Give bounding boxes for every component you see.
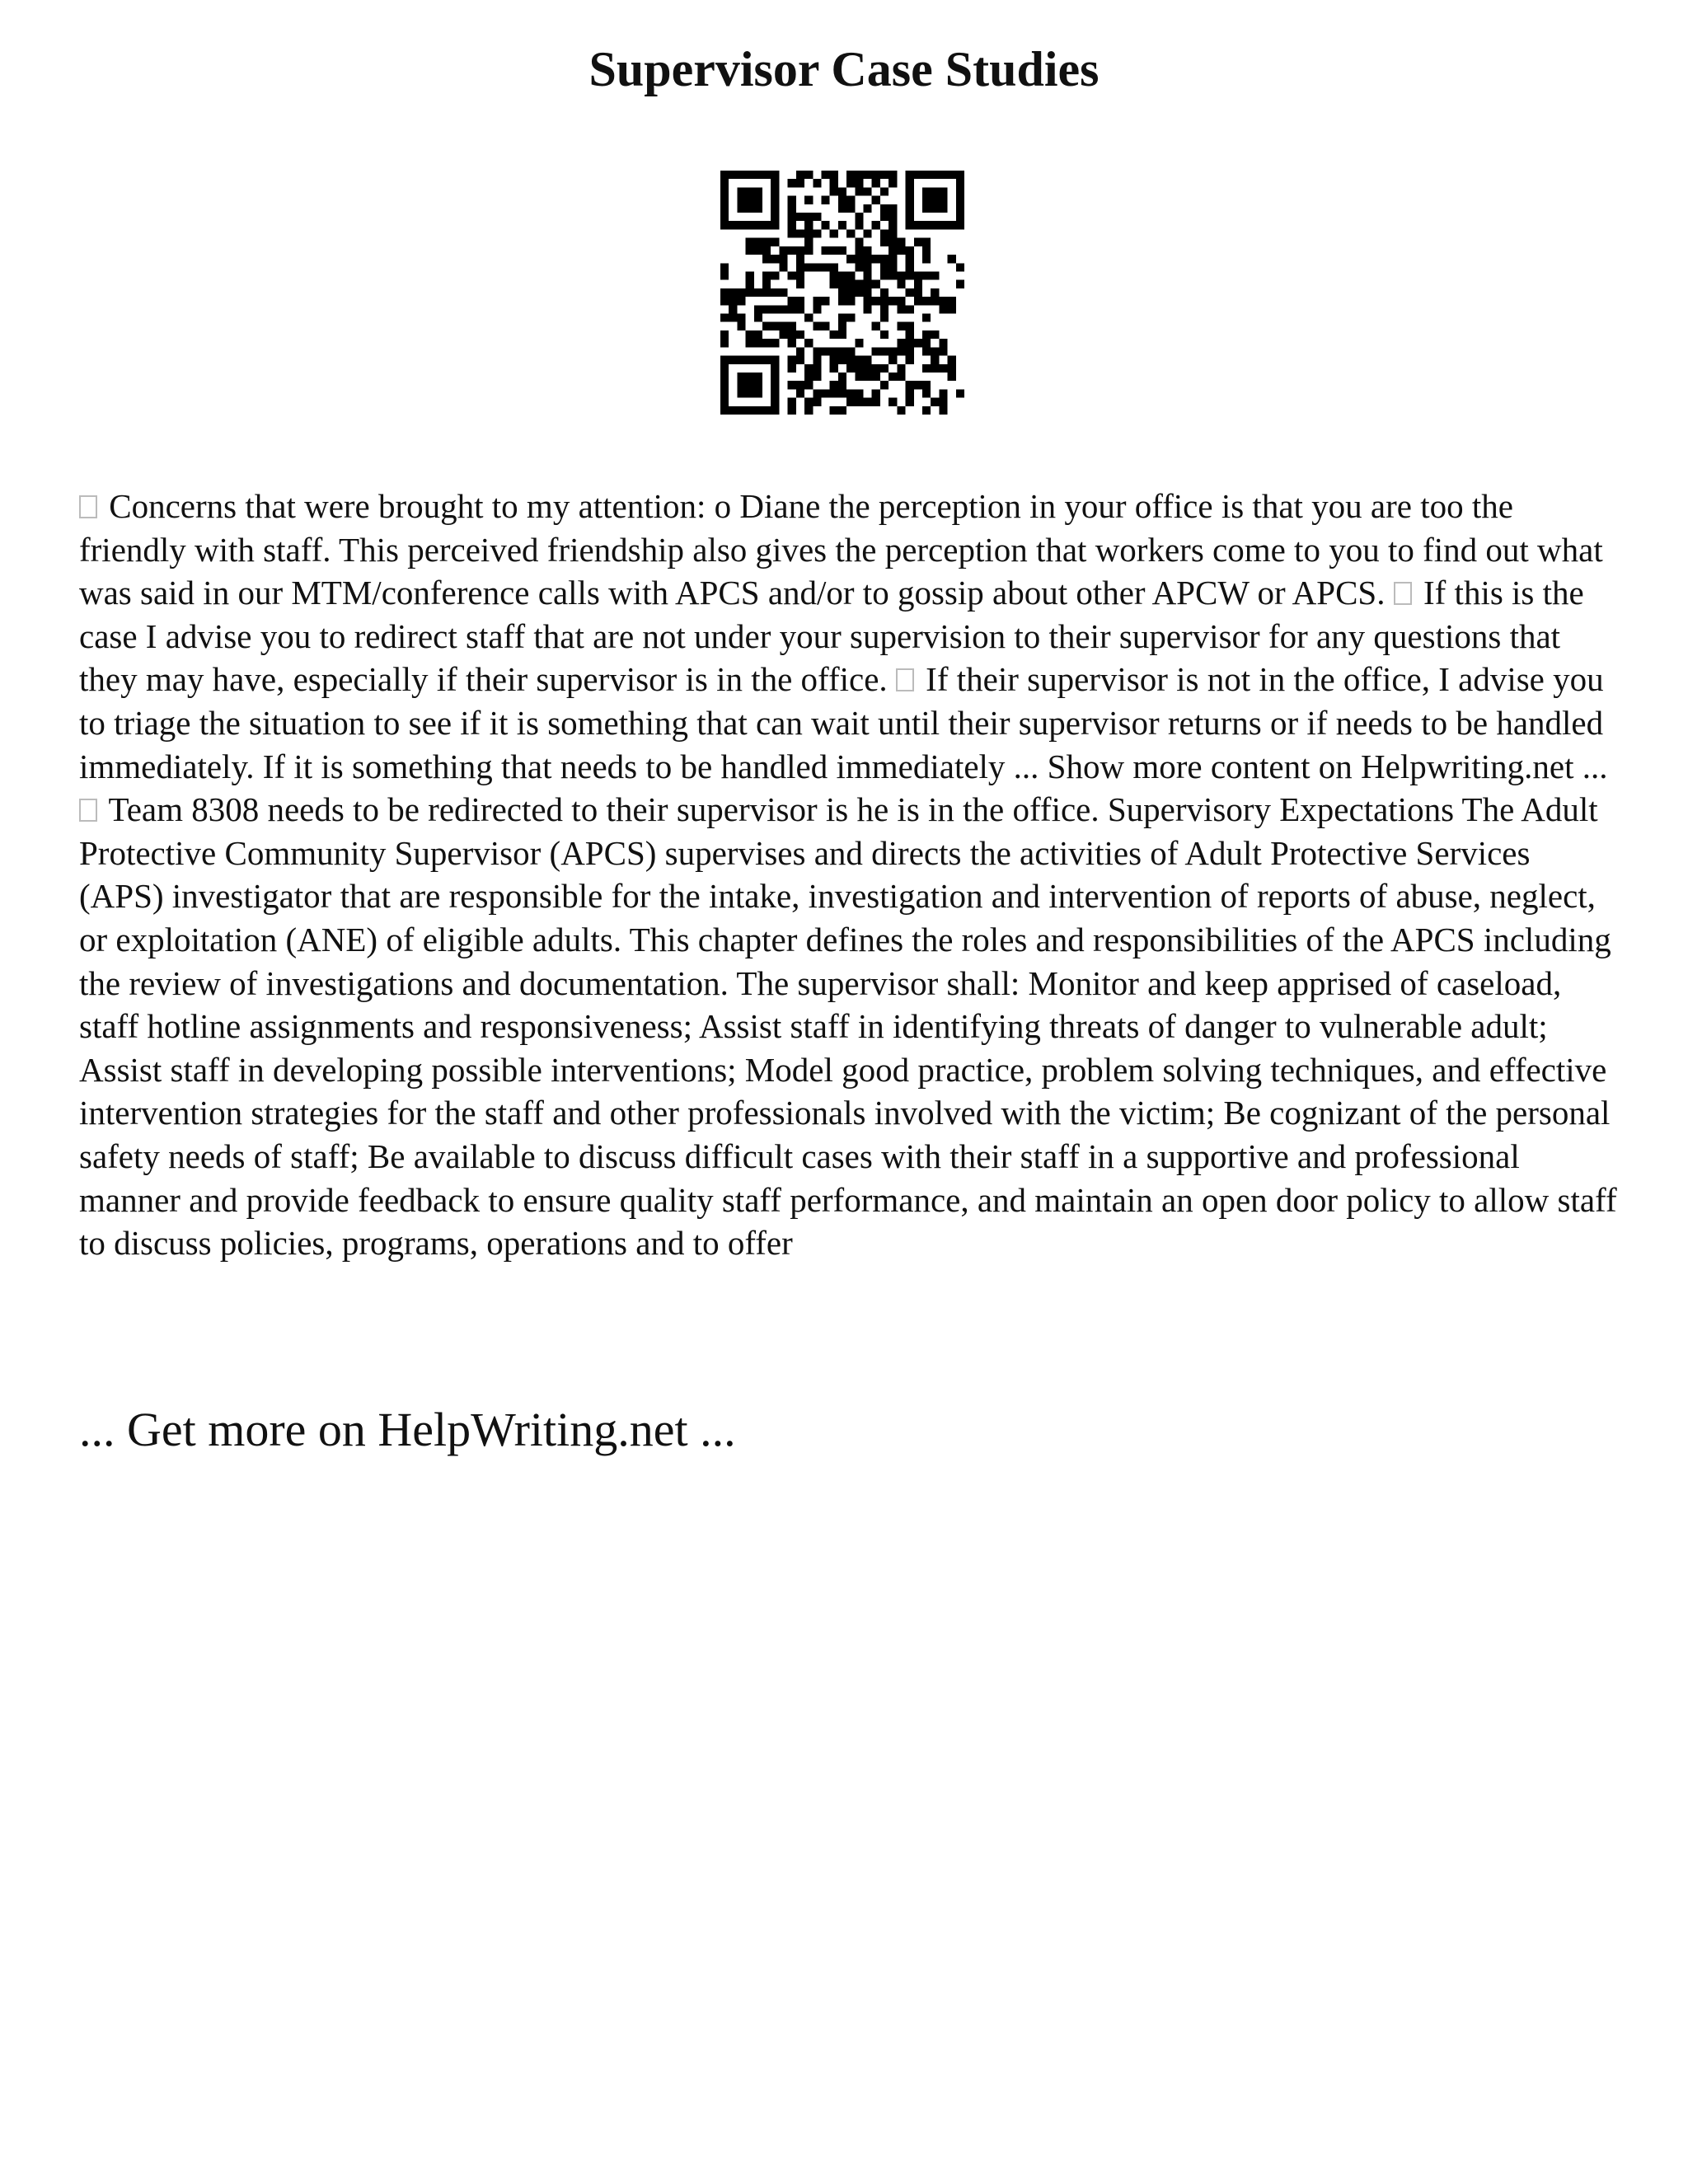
missing-glyph-icon (896, 668, 914, 691)
paragraph-2 (79, 788, 1622, 1265)
missing-glyph-icon (79, 495, 97, 518)
missing-glyph-icon (79, 799, 97, 822)
qr-code-icon (720, 171, 964, 415)
paragraph-1 (79, 485, 1622, 788)
paragraph-1-text-1: Concerns that were brought to my attention: o Diane the perception in your office is that you are too the friendly with staff. This perceived friendship also gives the perception that workers come to you to find out what was said in our MTM/conference calls with APCS and/or to gossip about other APCW or APCS. (79, 487, 1603, 612)
page-title: Supervisor Case Studies (588, 42, 1100, 96)
paragraph-1-text-3: If their supervisor is not in the office, I advise you to triage the situation to see if it is something that can wait until their supervisor returns or if needs to be handled immediately. If it is something that needs to be handled immediately ... Show more content on Helpwriting.net ... (79, 660, 1608, 785)
get-more-link[interactable]: ... Get more on HelpWriting.net ... (79, 1403, 736, 1456)
missing-glyph-icon (1394, 582, 1412, 605)
body-text (79, 485, 1622, 1265)
paragraph-2-text-1: Team 8308 needs to be redirected to their supervisor is he is in the office. Supervisory Expectations The Adult Protective Community Supervisor (APCS) supervises and directs the activities of Adult Protective Services (APS) investigator that are responsible for the intake, investigation and intervention of reports of abuse, neglect, or exploitation (ANE) of eligible adults. This chapter defines the roles and responsibilities of the APCS including the review of investigations and documentation. The supervisor shall: Monitor and keep apprised of caseload, staff hotline assignments and responsiveness; Assist staff in identifying threats of danger to vulnerable adult; Assist staff in developing possible interventions; Model good practice, problem solving techniques, and effective intervention strategies for the staff and other professionals involved with the victim; Be cognizant of the personal safety needs of staff; Be available to discuss difficult cases with their staff in a supportive and professional manner and provide feedback to ensure quality staff performance, and maintain an open door policy to allow staff to discuss policies, programs, operations and to offer (79, 790, 1617, 1263)
paragraph-1-text-2: If this is the case I advise you to redirect staff that are not under your supervision to their supervisor for any questions that they may have, especially if their supervisor is in the office. (79, 574, 1584, 699)
